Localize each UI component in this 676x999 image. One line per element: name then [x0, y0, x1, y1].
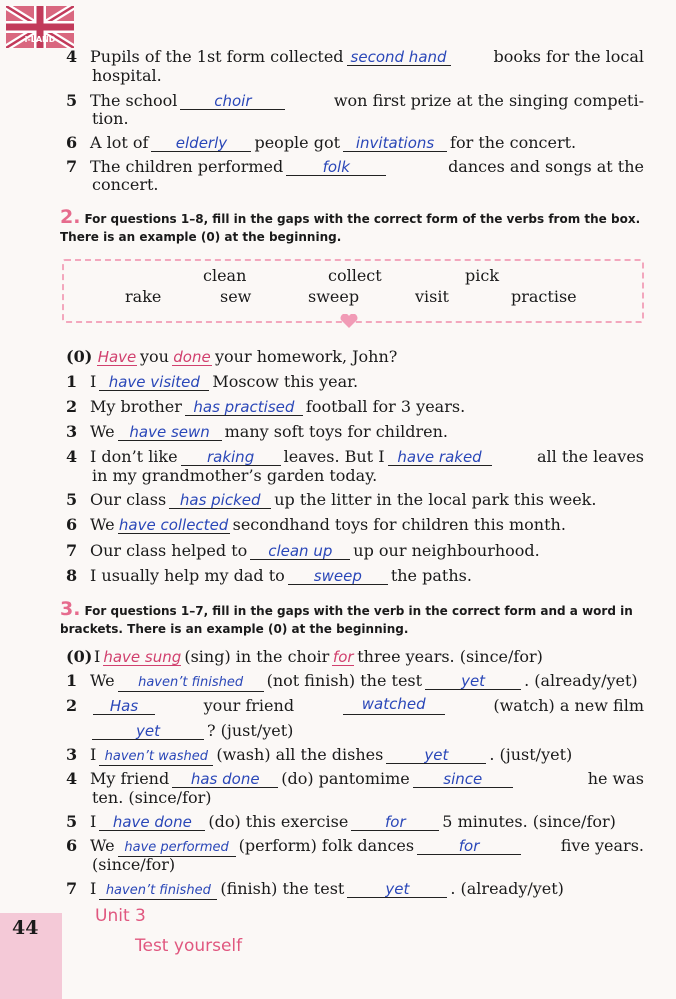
word: pick: [465, 266, 500, 285]
s3-item-4: 4 My friend has done (do) pantomime since he was: [66, 769, 644, 788]
word: collect: [328, 266, 382, 285]
answer-fill[interactable]: choir: [180, 93, 285, 110]
s2-item-6: 6 We have collected secondhand toys for children this month.: [66, 515, 566, 534]
s2-example: (0) Have you done your homework, John?: [66, 347, 398, 366]
s3-item-2: 2 Has your friend watched (watch) a new film: [66, 695, 644, 715]
s3-example: (0) I have sung (sing) in the choir for three years. (since/for): [66, 647, 543, 666]
answer-fill[interactable]: watched: [343, 696, 445, 715]
s1-item-4: 4 Pupils of the 1st form collected second hand books for the local: [66, 47, 644, 66]
s2-item-4-cont: in my grandmother’s garden today.: [92, 466, 378, 485]
answer-fill[interactable]: yet: [386, 747, 486, 764]
answer-fill[interactable]: have collected: [118, 516, 229, 534]
answer-fill[interactable]: for: [351, 814, 439, 831]
s3-item-6-cont: (since/for): [92, 855, 176, 874]
s2-instruction: 2. For questions 1–8, fill in the gaps with the correct form of the verbs from the box. There is an example (0) at the beginning.: [60, 206, 641, 244]
word: practise: [511, 287, 577, 306]
answer-fill[interactable]: has done: [172, 771, 278, 788]
answer-fill[interactable]: yet: [92, 723, 204, 740]
s2-item-2: 2 My brother has practised football for 3 years.: [66, 397, 466, 416]
s1-item-6: 6 A lot of elderly people got invitations for the concert.: [66, 133, 577, 152]
s3-item-1: 1 We haven’t finished (not finish) the test yet . (already/yet): [66, 671, 638, 690]
answer-fill[interactable]: yet: [347, 881, 447, 898]
page-number-tab: [0, 913, 62, 999]
answer-fill[interactable]: have raked: [388, 449, 492, 466]
answer-fill[interactable]: Has: [93, 698, 155, 715]
s2-item-3: 3 We have sewn many soft toys for children.: [66, 422, 448, 441]
answer-fill[interactable]: yet: [425, 673, 521, 690]
answer-fill[interactable]: invitations: [343, 135, 447, 152]
answer-fill[interactable]: have visited: [99, 374, 209, 391]
answer-fill[interactable]: has picked: [169, 492, 271, 509]
s2-item-5: 5 Our class has picked up the litter in the local park this week.: [66, 490, 597, 509]
answer-fill[interactable]: second hand: [347, 49, 451, 66]
svg-text:i-LAND: i-LAND: [24, 35, 56, 44]
answer-fill[interactable]: for: [417, 838, 521, 855]
word: clean: [203, 266, 247, 285]
example-fill: Have: [97, 348, 137, 366]
answer-fill[interactable]: elderly: [151, 135, 251, 152]
word: visit: [415, 287, 449, 306]
section-title: Test yourself: [135, 936, 243, 956]
s1-item-5-cont: tion.: [92, 109, 129, 128]
s2-item-4: 4 I don’t like raking leaves. But I have raked all the leaves: [66, 447, 644, 466]
answer-fill[interactable]: clean up: [250, 543, 350, 560]
s1-item-7-cont: concert.: [92, 175, 159, 194]
word: sweep: [308, 287, 360, 306]
answer-fill[interactable]: have sewn: [118, 424, 222, 441]
i-land-logo: [6, 6, 74, 48]
answer-fill[interactable]: have done: [99, 814, 205, 831]
unit-label: Unit 3: [95, 906, 146, 926]
word: rake: [125, 287, 162, 306]
answer-fill[interactable]: have performed: [118, 840, 236, 857]
example-fill: for: [332, 648, 354, 666]
s3-item-3: 3 I haven’t washed (wash) all the dishes yet . (just/yet): [66, 745, 573, 764]
page-number: 44: [12, 917, 39, 939]
s2-item-8: 8 I usually help my dad to sweep the paths.: [66, 566, 472, 585]
answer-fill[interactable]: folk: [286, 159, 386, 176]
s3-item-2-cont: yet ? (just/yet): [92, 721, 293, 740]
answer-fill[interactable]: since: [413, 771, 513, 788]
answer-fill[interactable]: raking: [181, 449, 281, 466]
s3-item-5: 5 I have done (do) this exercise for 5 minutes. (since/for): [66, 812, 616, 831]
s1-item-4-cont: hospital.: [92, 66, 162, 85]
answer-fill[interactable]: has practised: [185, 399, 303, 416]
s3-item-6: 6 We have performed (perform) folk dances for five years.: [66, 836, 644, 855]
s2-item-7: 7 Our class helped to clean up up our neighbourhood.: [66, 541, 540, 560]
answer-fill[interactable]: sweep: [288, 568, 388, 585]
word: sew: [220, 287, 252, 306]
answer-fill[interactable]: haven’t washed: [99, 749, 213, 766]
s3-item-7: 7 I haven’t finished (finish) the test yet . (already/yet): [66, 879, 564, 898]
s3-instruction: 3. For questions 1–7, fill in the gaps with the verb in the correct form and a word in brackets. There is an example (0) at the beginning.: [60, 598, 633, 636]
answer-fill[interactable]: haven’t finished: [118, 675, 264, 692]
s1-item-5: 5 The school choir won first prize at the singing competi-: [66, 91, 644, 110]
heart-icon: [340, 314, 358, 328]
answer-fill[interactable]: haven’t finished: [99, 883, 217, 900]
s3-item-4-cont: ten. (since/for): [92, 788, 212, 807]
s1-item-7: 7 The children performed folk dances and songs at the: [66, 157, 644, 176]
example-fill: done: [173, 348, 211, 366]
example-fill: have sung: [103, 648, 182, 666]
s2-item-1: 1 I have visited Moscow this year.: [66, 372, 359, 391]
